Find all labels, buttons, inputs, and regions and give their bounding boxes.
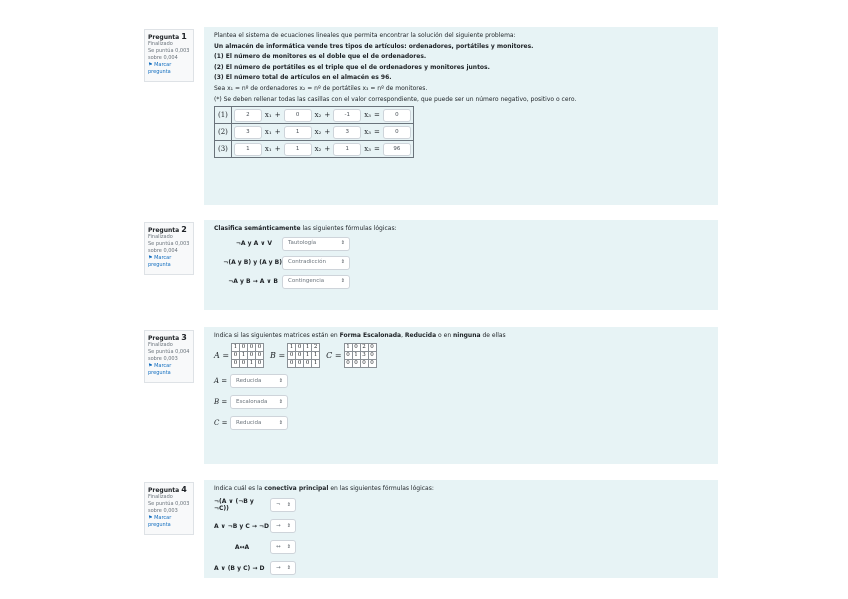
formula-label: ¬A y A ∨ V <box>235 240 272 247</box>
equation-row: (1) 2 x₁ + 0 x₂ + -1 x₃ = 0 <box>215 107 414 124</box>
matrix-answer-label: C = <box>214 418 228 427</box>
equation-label: (1) <box>215 107 232 124</box>
connective-select[interactable]: ↔ ⇕ <box>270 540 296 554</box>
flag-question-link[interactable]: ⚑ Marcar pregunta <box>148 62 172 75</box>
connective-select[interactable]: → ⇕ <box>270 519 296 533</box>
flag-question-link[interactable]: ⚑ Marcar pregunta <box>148 515 172 528</box>
formula-label: A↔A <box>234 543 250 551</box>
matrix-answer-label: A = <box>214 376 228 385</box>
formula-label: A ∨ (B y C) → D <box>214 564 265 572</box>
matrix-answer-row <box>214 373 710 389</box>
formula-label: A ∨ ¬B y C → ¬D <box>214 522 269 530</box>
matrix-a: A = 1 0 0 0 0 1 0 0 0 0 1 0 <box>214 343 264 368</box>
coefficient-input[interactable]: -1 <box>333 109 361 122</box>
matrix-form-select[interactable]: Escalonada ⇕ <box>230 395 288 409</box>
instructions-note: (*) Se deben rellenar todas las casillas con el valor correspondiente, que puede ser un número negativo, positivo o cero. <box>214 95 577 103</box>
question-state: Finalizado <box>148 41 173 47</box>
formula-label: ¬A y B → A ∨ B <box>228 278 278 285</box>
question-grade: Se puntúa 0,003 sobre 0,004 <box>148 48 190 61</box>
question-info-2 <box>144 222 194 275</box>
matrix-answer-row <box>214 415 710 431</box>
coefficient-input[interactable]: 1 <box>284 143 312 156</box>
select-arrow-icon: ⇕ <box>286 564 291 571</box>
formula-label: ¬(A y B) y (A y B) <box>223 259 282 266</box>
flag-icon: ⚑ <box>148 515 153 521</box>
matrix-c: C = 1 0 2 0 0 1 3 0 0 0 0 0 <box>326 343 376 368</box>
flag-icon: ⚑ <box>148 255 153 261</box>
condition-3: (3) El número total de artículos en el almacén es 96. <box>214 74 392 82</box>
coefficient-input[interactable]: 1 <box>234 143 262 156</box>
question-number: Pregunta 1 <box>148 32 187 41</box>
connective-select[interactable]: → ⇕ <box>270 561 296 575</box>
question-intro: Clasifica semánticamente las siguientes fórmulas lógicas: <box>214 225 397 232</box>
equation-label: (2) <box>215 124 232 141</box>
matrix-b: B = 1 0 1 2 0 0 1 1 0 0 0 1 <box>270 343 320 368</box>
question-content-1 <box>204 27 718 205</box>
coefficient-input[interactable]: 1 <box>333 143 361 156</box>
coefficient-input[interactable]: 3 <box>333 126 361 139</box>
question-grade: Se puntúa 0,004 sobre 0,003 <box>148 349 190 362</box>
question-intro: Plantea el sistema de ecuaciones lineales que permita encontrar la solución del siguiente problema: <box>214 32 516 39</box>
formula-row <box>214 236 710 251</box>
question-info-4 <box>144 482 194 535</box>
question-content-2 <box>204 220 718 310</box>
question-grade: Se puntúa 0,003 sobre 0,004 <box>148 241 190 254</box>
constant-input[interactable]: 0 <box>383 126 411 139</box>
variables-definition: Sea x₁ = nº de ordenadores x₂ = nº de portátiles x₃ = nº de monitores. <box>214 84 428 92</box>
formula-row <box>214 255 710 270</box>
flag-question-link[interactable]: ⚑ Marcar pregunta <box>148 363 172 376</box>
question-grade: Se puntúa 0,003 sobre 0,003 <box>148 501 190 514</box>
select-arrow-icon: ⇕ <box>286 543 291 550</box>
question-info-3 <box>144 330 194 383</box>
equation-row: (2) 3 x₁ + 1 x₂ + 3 x₃ = 0 <box>215 124 414 141</box>
condition-1: (1) El número de monitores es el doble que el de ordenadores. <box>214 53 427 61</box>
select-arrow-icon: ⇕ <box>340 278 345 284</box>
connective-row <box>214 497 710 513</box>
connective-row <box>214 560 710 576</box>
equation-label: (3) <box>215 141 232 158</box>
question-state: Finalizado <box>148 234 173 240</box>
select-arrow-icon: ⇕ <box>286 522 291 529</box>
flag-question-link[interactable]: ⚑ Marcar pregunta <box>148 255 172 268</box>
coefficient-input[interactable]: 3 <box>234 126 262 139</box>
select-arrow-icon: ⇕ <box>278 377 283 384</box>
coefficient-input[interactable]: 0 <box>284 109 312 122</box>
flag-icon: ⚑ <box>148 363 153 369</box>
formula-label: ¬(A ∨ (¬B y ¬C)) <box>214 498 254 512</box>
question-state: Finalizado <box>148 342 173 348</box>
constant-input[interactable]: 0 <box>383 109 411 122</box>
coefficient-input[interactable]: 2 <box>234 109 262 122</box>
select-arrow-icon: ⇕ <box>340 259 345 265</box>
question-info-1 <box>144 29 194 82</box>
constant-input[interactable]: 96 <box>383 143 411 156</box>
select-arrow-icon: ⇕ <box>286 501 291 508</box>
select-arrow-icon: ⇕ <box>278 398 283 405</box>
coefficient-input[interactable]: 1 <box>284 126 312 139</box>
question-content-3 <box>204 327 718 464</box>
select-arrow-icon: ⇕ <box>278 419 283 426</box>
classification-select[interactable]: Tautología ⇕ <box>282 237 350 251</box>
formula-row <box>214 274 710 289</box>
matrix-answer-label: B = <box>214 397 228 406</box>
question-state: Finalizado <box>148 494 173 500</box>
flag-icon: ⚑ <box>148 62 153 68</box>
matrices-display <box>214 343 710 368</box>
matrix-answer-row <box>214 394 710 410</box>
question-number: Pregunta 4 <box>148 485 187 494</box>
question-number: Pregunta 3 <box>148 333 187 342</box>
equation-row: (3) 1 x₁ + 1 x₂ + 1 x₃ = 96 <box>215 141 414 158</box>
equation-system-table <box>214 106 414 158</box>
question-intro: Indica si las siguientes matrices están en Forma Escalonada, Reducida o en ninguna de ellas <box>214 332 506 339</box>
question-intro: Indica cuál es la conectiva principal en las siguientes fórmulas lógicas: <box>214 485 434 492</box>
problem-statement: Un almacén de informática vende tres tipos de artículos: ordenadores, portátiles y monitores. <box>214 42 534 50</box>
matrix-form-select[interactable]: Reducida ⇕ <box>230 416 288 430</box>
matrix-form-select[interactable]: Reducida ⇕ <box>230 374 288 388</box>
classification-select[interactable]: Contradicción ⇕ <box>282 256 350 270</box>
connective-select[interactable]: ¬ ⇕ <box>270 498 296 512</box>
question-number: Pregunta 2 <box>148 225 187 234</box>
condition-2: (2) El número de portátiles es el triple que el de ordenadores y monitores juntos. <box>214 63 490 71</box>
connective-row <box>214 539 710 555</box>
connective-row <box>214 518 710 534</box>
question-content-4 <box>204 480 718 578</box>
classification-select[interactable]: Contingencia ⇕ <box>282 275 350 289</box>
select-arrow-icon: ⇕ <box>340 240 345 246</box>
